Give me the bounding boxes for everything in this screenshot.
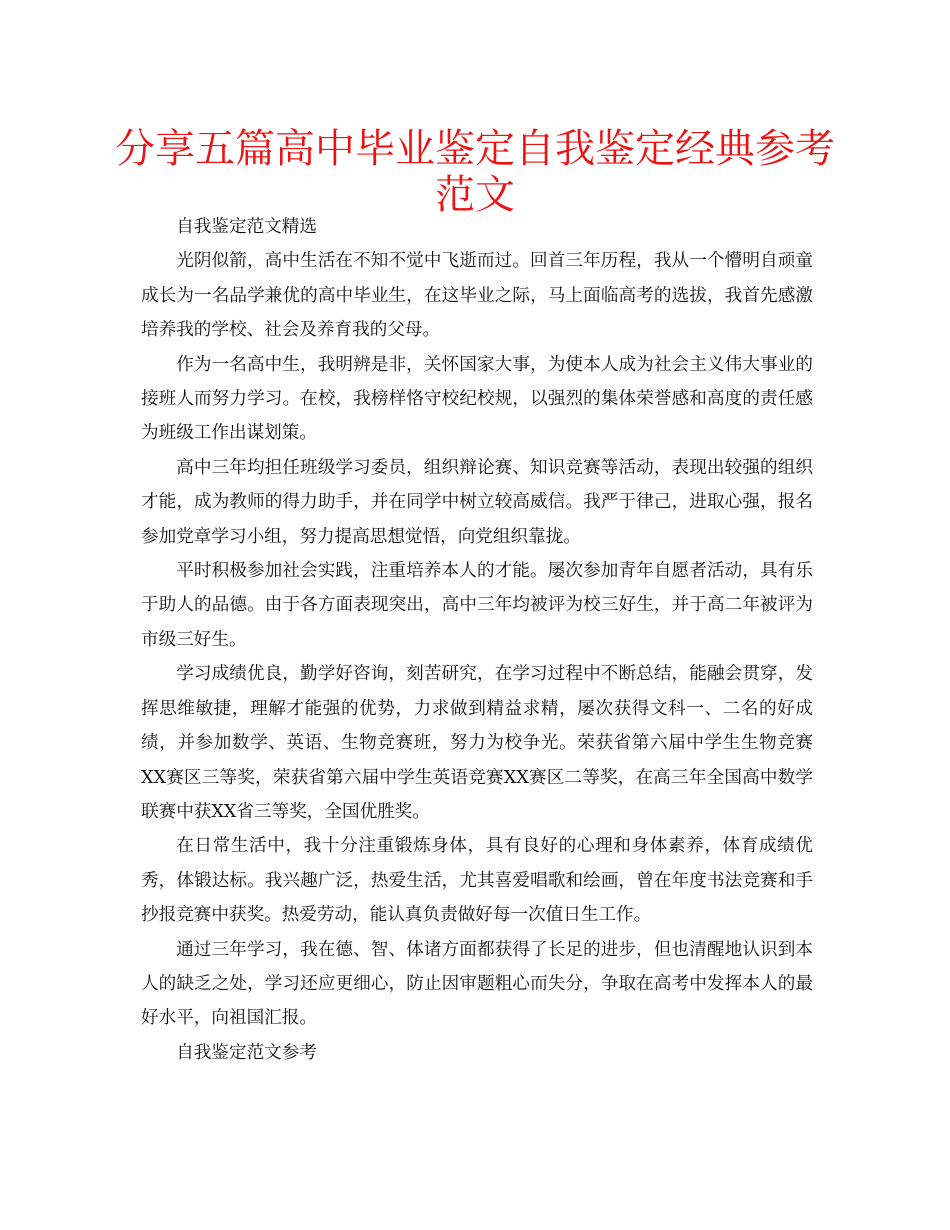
document-title-line-1: 分享五篇高中毕业鉴定自我鉴定经典参考 — [115, 126, 835, 172]
body-paragraph: 学习成绩优良，勤学好咨询，刻苦研究，在学习过程中不断总结，能融会贯穿，发挥思维敏捷，理解才能强的优势，力求做到精益求精，屡次获得文科一、二名的好成绩，并参加数学、英语、生物竞赛班，努力为校争光。荣获省第六届中学生生物竞赛XX赛区三等奖，荣获省第六届中学生英语竞赛XX赛区二等奖，在高三年全国高中数学联赛中获XX省三等奖，全国优胜奖。 — [141, 664, 813, 822]
body-paragraph: 高中三年均担任班级学习委员，组织辩论赛、知识竞赛等活动，表现出较强的组织才能，成为教师的得力助手，并在同学中树立较高威信。我严于律己，进取心强，报名参加党章学习小组，努力提高思想觉悟，向党组织靠拢。 — [141, 457, 813, 547]
section-heading: 自我鉴定范文参考 — [176, 1042, 317, 1063]
body-paragraph: 在日常生活中，我十分注重锻炼身体，具有良好的心理和身体素养，体育成绩优秀，体锻达标。我兴趣广泛，热爱生活，尤其喜爱唱歌和绘画，曾在年度书法竞赛和手抄报竞赛中获奖。热爱劳动，能认真负责做好每一次值日生工作。 — [141, 836, 813, 926]
body-paragraph: 平时积极参加社会实践，注重培养本人的才能。屡次参加青年自愿者活动，具有乐于助人的品德。由于各方面表现突出，高中三年均被评为校三好生，并于高二年被评为市级三好生。 — [141, 561, 813, 650]
body-paragraph: 作为一名高中生，我明辨是非，关怀国家大事，为使本人成为社会主义伟大事业的接班人而努力学习。在校，我榜样恪守校纪校规，以强烈的集体荣誉感和高度的责任感为班级工作出谋划策。 — [141, 354, 813, 444]
section-heading: 自我鉴定范文精选 — [176, 217, 317, 237]
body-paragraph: 通过三年学习，我在德、智、体诸方面都获得了长足的进步，但也清醒地认识到本人的缺乏之处，学习还应更细心，防止因审题粗心而失分，争取在高考中发挥本人的最好水平，向祖国汇报。 — [141, 939, 813, 1029]
document-title-line-2: 范文 — [435, 172, 515, 218]
document-body — [141, 210, 813, 1070]
body-paragraph: 光阴似箭，高中生活在不知不觉中飞逝而过。回首三年历程，我从一个懵明自顽童成长为一名品学兼优的高中毕业生，在这毕业之际，马上面临高考的选拔，我首先感激培养我的学校、社会及养育我的父母。 — [141, 251, 813, 341]
